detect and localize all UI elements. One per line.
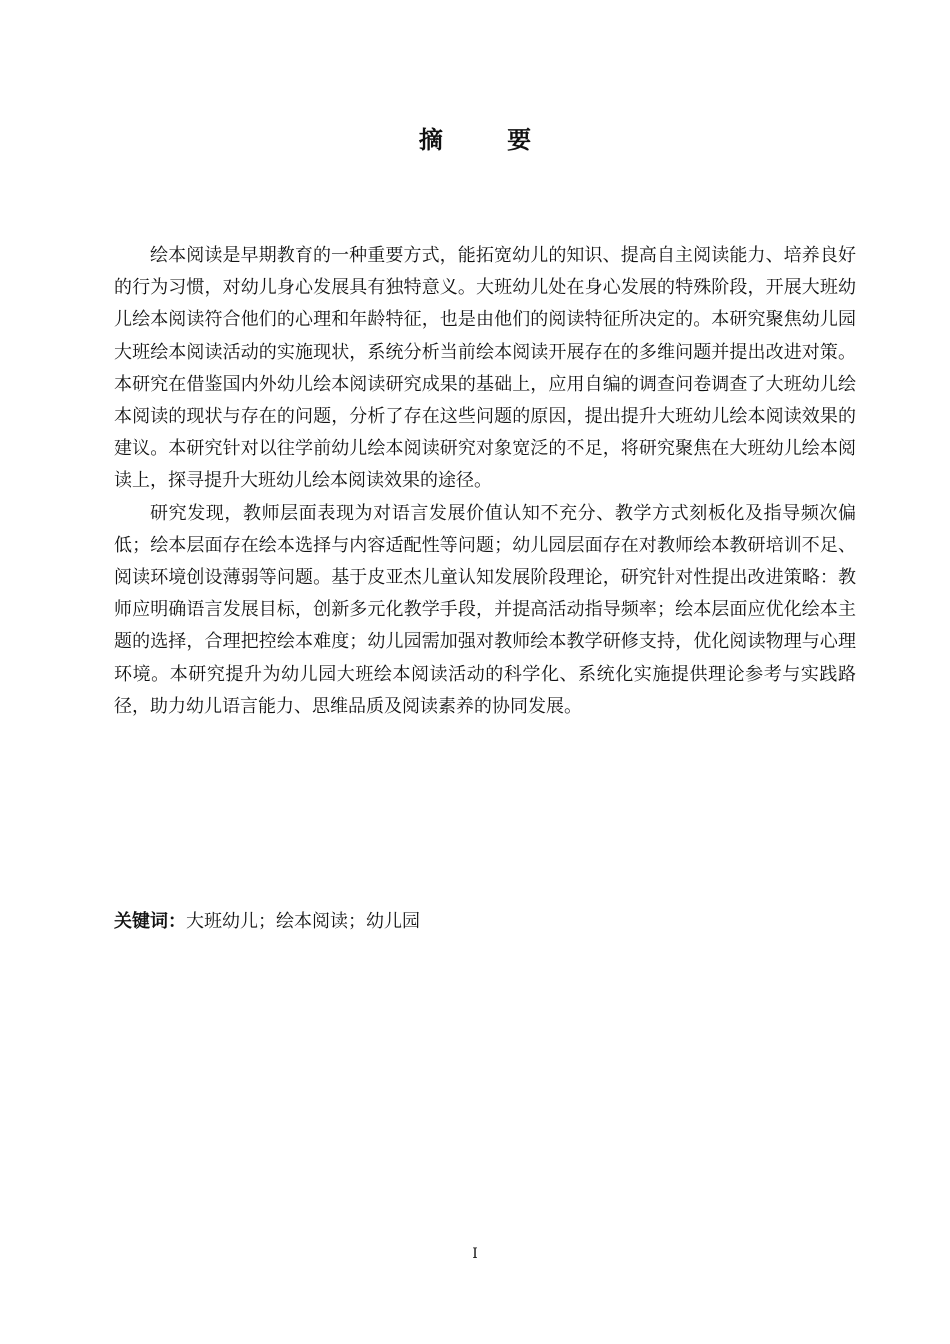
keywords-label: 关键词： [114, 911, 186, 932]
page-number: I [472, 1246, 478, 1262]
keywords-text: 大班幼儿；绘本阅读；幼儿园 [186, 911, 420, 932]
abstract-paragraph-2: 研究发现，教师层面表现为对语言发展价值认知不充分、教学方式刻板化及指导频次偏低；绘本层面存在绘本选择与内容适配性等问题；幼儿园层面存在对教师绘本教研培训不足、阅读环境创设薄弱等问题。基于皮亚杰儿童认知发展阶段理论，研究针对性提出改进策略：教师应明确语言发展目标，创新多元化教学手段，并提高活动指导频率；绘本层面应优化绘本主题的选择，合理把控绘本难度；幼儿园需加强对教师绘本教学研修支持，优化阅读物理与心理环境。本研究提升为幼儿园大班绘本阅读活动的科学化、系统化实施提供理论参考与实践路径，助力幼儿语言能力、思维品质及阅读素养的协同发展。 [114, 502, 856, 717]
keywords-line [114, 906, 856, 938]
abstract-body [114, 240, 856, 723]
abstract-title: 摘 要 [418, 125, 560, 154]
abstract-paragraph-1: 绘本阅读是早期教育的一种重要方式，能拓宽幼儿的知识、提高自主阅读能力、培养良好的行为习惯，对幼儿身心发展具有独特意义。大班幼儿处在身心发展的特殊阶段，开展大班幼儿绘本阅读符合他们的心理和年龄特征，也是由他们的阅读特征所决定的。本研究聚焦幼儿园大班绘本阅读活动的实施现状，系统分析当前绘本阅读开展存在的多维问题并提出改进对策。本研究在借鉴国内外幼儿绘本阅读研究成果的基础上，应用自编的调查问卷调查了大班幼儿绘本阅读的现状与存在的问题，分析了存在这些问题的原因，提出提升大班幼儿绘本阅读效果的建议。本研究针对以往学前幼儿绘本阅读研究对象宽泛的不足，将研究聚焦在大班幼儿绘本阅读上，探寻提升大班幼儿绘本阅读效果的途径。 [114, 245, 856, 492]
